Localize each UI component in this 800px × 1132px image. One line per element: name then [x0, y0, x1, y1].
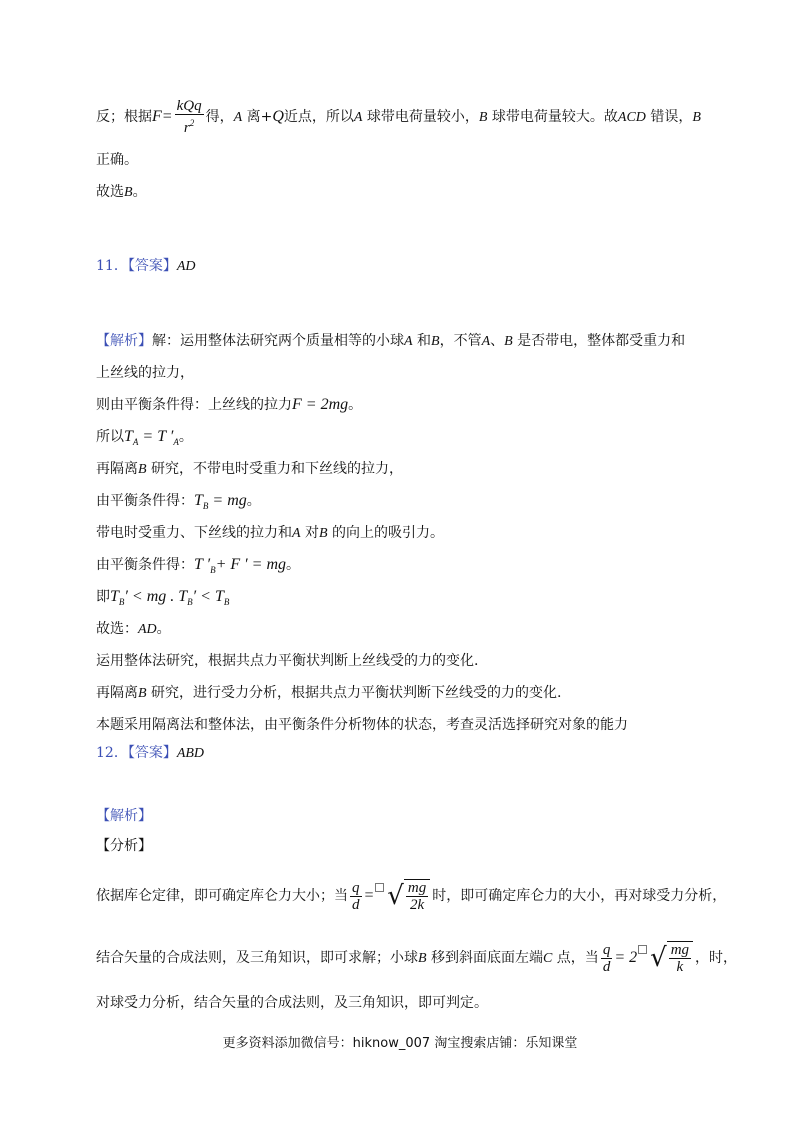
question-number: 11．	[96, 258, 128, 274]
text-line-3	[96, 182, 147, 203]
equation: ′ < mg . T	[124, 588, 188, 605]
var: B	[138, 462, 147, 477]
subscript: B	[118, 597, 125, 607]
radical	[387, 879, 430, 913]
den-exponent: 2	[189, 118, 195, 128]
var: B	[478, 110, 488, 125]
text: 。	[246, 493, 261, 509]
text-line-1	[96, 98, 701, 136]
text: 球带电荷量较小，	[362, 109, 479, 125]
answer-tag: 【答案】	[127, 745, 177, 761]
text: 所以	[96, 429, 124, 445]
text: 近点，所以	[283, 109, 354, 125]
text-line-10	[96, 491, 261, 516]
var: B	[138, 686, 147, 701]
text: 依据库仑定律，即可确定库仑力大小；当	[96, 888, 348, 904]
subscript: B	[210, 565, 216, 575]
text-line-7	[96, 395, 362, 415]
math-var: T	[194, 492, 203, 509]
subscript: B	[187, 597, 193, 607]
fraction	[601, 942, 613, 975]
text: 是否带电，整体都受重力和	[512, 333, 686, 349]
subscript: A	[173, 437, 179, 447]
var: A	[404, 334, 413, 349]
fraction-denominator: 2k	[409, 897, 425, 913]
question-number: 12．	[96, 745, 128, 761]
fraction-denominator: k	[676, 959, 684, 975]
text: 得，	[205, 109, 234, 125]
fraction	[406, 880, 428, 913]
math-var: T ′	[194, 556, 211, 573]
text-line-15: 运用整体法研究，根据共点力平衡状判断上丝线受的力的变化.	[96, 653, 479, 669]
text: 由平衡条件得：	[96, 493, 194, 509]
text-line-14	[96, 619, 171, 640]
answer-11	[96, 256, 196, 277]
answer-12	[96, 743, 204, 764]
text-line-8	[96, 427, 193, 452]
text: 点，当	[552, 950, 599, 966]
math-op: =	[363, 887, 375, 904]
text: 研究，不带电时受重力和下丝线的拉力，	[146, 461, 404, 477]
radical-sign: √	[650, 943, 667, 973]
placeholder-box	[638, 945, 647, 954]
text: 移到斜面底面左端	[426, 950, 544, 966]
radical-sign: √	[387, 881, 404, 911]
fraction-numerator: q	[602, 941, 611, 958]
var: B	[418, 951, 427, 966]
text: 的向上的吸引力。	[327, 525, 445, 541]
var: B	[431, 334, 440, 349]
fraction-numerator: mg	[407, 880, 427, 896]
equation: = mg	[208, 492, 247, 509]
text: 时，即可确定库仑力的大小，再对球受力分析，	[432, 888, 727, 904]
fraction-numerator: kQq	[176, 98, 202, 114]
den-var: r	[183, 120, 190, 136]
subscript: B	[223, 597, 230, 607]
math-op: = 2	[614, 949, 638, 966]
math-op: =	[161, 108, 173, 125]
subscript: A	[132, 437, 139, 447]
text: 对	[300, 525, 320, 541]
radicand	[404, 879, 430, 913]
var: B	[692, 110, 701, 125]
analysis-line-1	[96, 331, 685, 352]
text: 再隔离	[96, 685, 138, 701]
text: 再隔离	[96, 461, 138, 477]
text: ，时，	[695, 950, 738, 966]
text: 。	[178, 429, 193, 445]
section-heading-analysis: 【分析】	[96, 838, 152, 854]
text: 反；根据	[96, 109, 152, 125]
text: 即	[96, 589, 110, 605]
subscript: B	[202, 501, 209, 511]
text-line-16	[96, 683, 561, 704]
var: C	[543, 951, 553, 966]
equation: F = 2mg	[292, 396, 349, 413]
equation: = T ′	[138, 428, 174, 445]
text: 故选	[96, 184, 124, 200]
text-line-22	[96, 940, 737, 977]
fraction-denominator: d	[602, 958, 611, 975]
text: 离+	[242, 109, 273, 125]
var: B	[319, 526, 328, 541]
var: A	[233, 110, 243, 125]
analysis-tag: 【解析】	[96, 333, 152, 349]
text: 则由平衡条件得：上丝线的拉力	[96, 397, 292, 413]
var: A	[481, 334, 491, 349]
fraction-denominator	[182, 115, 196, 136]
equation: + F ′ = mg	[215, 556, 287, 573]
answer-tag: 【答案】	[127, 258, 177, 274]
fraction	[350, 880, 362, 913]
text: 错误，	[645, 109, 693, 125]
text: 结合矢量的合成法则，及三角知识，即可求解；小球	[96, 950, 418, 966]
equation: ′ < T	[192, 588, 224, 605]
answer-value: ABD	[176, 746, 205, 761]
text-line-23: 对球受力分析，结合矢量的合成法则，及三角知识，即可判定。	[96, 995, 488, 1011]
placeholder-box	[375, 883, 384, 892]
answer-value: AD	[176, 259, 196, 274]
var: B	[504, 334, 513, 349]
var: B	[124, 185, 133, 200]
var: ACD	[617, 110, 646, 125]
text: 。	[348, 397, 363, 413]
text: 球带电荷量较大。故	[487, 109, 618, 125]
text: 由平衡条件得：	[96, 557, 194, 573]
text: 、	[490, 333, 505, 349]
math-var: F	[152, 108, 162, 125]
text-line-17: 本题采用隔离法和整体法，由平衡条件分析物体的状态，考查灵活选择研究对象的能力	[96, 717, 628, 733]
text-line-12	[96, 555, 300, 580]
text-line-6: 上丝线的拉力，	[96, 365, 194, 381]
fraction	[175, 98, 204, 136]
text: ，不管	[439, 333, 482, 349]
fraction-denominator: d	[352, 896, 360, 913]
text-line-13	[96, 587, 229, 612]
fraction	[669, 942, 691, 975]
text-line-21	[96, 878, 726, 914]
radicand	[667, 941, 693, 975]
fraction-numerator: q	[352, 879, 360, 896]
math-var: T	[124, 428, 133, 445]
answer-value: AD	[138, 622, 157, 637]
text: 。	[132, 184, 147, 200]
analysis-tag-2: 【解析】	[96, 808, 152, 824]
var: A	[353, 110, 363, 125]
math-var: Q	[272, 108, 284, 125]
text: 。	[156, 621, 171, 637]
text: 。	[286, 557, 301, 573]
radical	[650, 941, 693, 975]
text: 故选：	[96, 621, 138, 637]
text-line-11	[96, 523, 444, 544]
page-footer: 更多资料添加微信号：hiknow_007 淘宝搜索店铺：乐知课堂	[222, 1036, 578, 1051]
text-line-2: 正确。	[96, 152, 138, 168]
text-line-9	[96, 459, 403, 480]
text: 研究，进行受力分析，根据共点力平衡状判断下丝线受的力的变化.	[146, 685, 562, 701]
text: 解：运用整体法研究两个质量相等的小球	[152, 333, 404, 349]
fraction-numerator: mg	[670, 942, 690, 958]
text: 和	[412, 333, 432, 349]
text: 带电时受重力、下丝线的拉力和	[96, 525, 292, 541]
math-var: T	[110, 588, 119, 605]
var: A	[292, 526, 301, 541]
